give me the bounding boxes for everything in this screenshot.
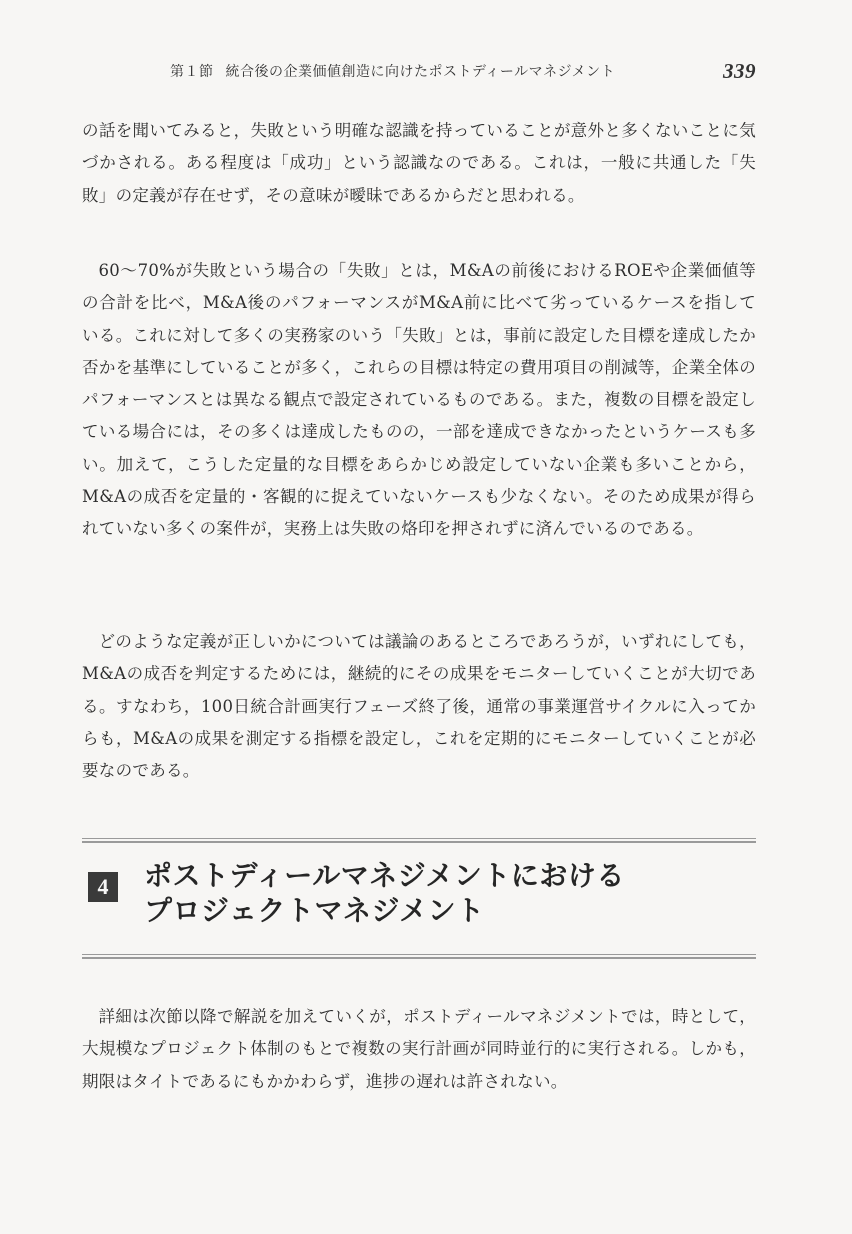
- page-number: 339: [723, 58, 756, 83]
- running-header: [170, 58, 756, 84]
- body-paragraph-1: の話を聞いてみると，失敗という明確な認識を持っていることが意外と多くないことに気づかされる。ある程度は「成功」という認識なのである。これは，一般に共通した「失敗」の定義が存在せず，その意味が曖昧であるからだと思われる。: [82, 121, 756, 205]
- body-paragraph-3: どのような定義が正しいかについては議論のあるところであろうが，いずれにしても，M&Aの成否を判定するためには，継続的にその成果をモニターしていくことが大切である。すなわち，100日統合計画実行フェーズ終了後，通常の事業運営サイクルに入ってからも，M&Aの成果を測定する指標を設定し，これを定期的にモニターしていくことが必要なのである。: [82, 632, 756, 781]
- section-title-line-1: ポストディールマネジメントにおける: [144, 859, 625, 892]
- section-title: [144, 858, 625, 928]
- section-heading: [82, 858, 756, 942]
- section-paragraph-1: 詳細は次節以降で解説を加えていくが，ポストディールマネジメントでは，時として，大規模なプロジェクト体制のもとで複数の実行計画が同時並行的に実行される。しかも，期限はタイトであるにもかかわらず，進捗の遅れは許されない。: [82, 1007, 756, 1091]
- section-title-line-2: プロジェクトマネジメント: [144, 894, 485, 927]
- section-number-badge: 4: [88, 872, 118, 902]
- header-chapter-title: 統合後の企業価値創造に向けたポストディールマネジメント: [225, 64, 616, 80]
- section-rule-top: [82, 838, 756, 843]
- body-paragraph-2: 60〜70%が失敗という場合の「失敗」とは，M&Aの前後におけるROEや企業価値等の合計を比べ，M&A後のパフォーマンスがM&A前に比べて劣っているケースを指している。これに対して多くの実務家のいう「失敗」とは，事前に設定した目標を達成したか否かを基準にしていることが多く，これらの目標は特定の費用項目の削減等，企業全体のパフォーマンスとは異なる観点で設定されているものである。また，複数の目標を設定している場合には，その多くは達成したものの，一部を達成できなかったというケースも多い。加えて，こうした定量的な目標をあらかじめ設定していない企業も多いことから，M&Aの成否を定量的・客観的に捉えていないケースも少なくない。そのため成果が得られていない多くの案件が，実務上は失敗の烙印を押されずに済んでいるのである。: [82, 261, 756, 539]
- header-section-label: 第１節: [170, 64, 214, 80]
- section-rule-bottom: [82, 954, 756, 959]
